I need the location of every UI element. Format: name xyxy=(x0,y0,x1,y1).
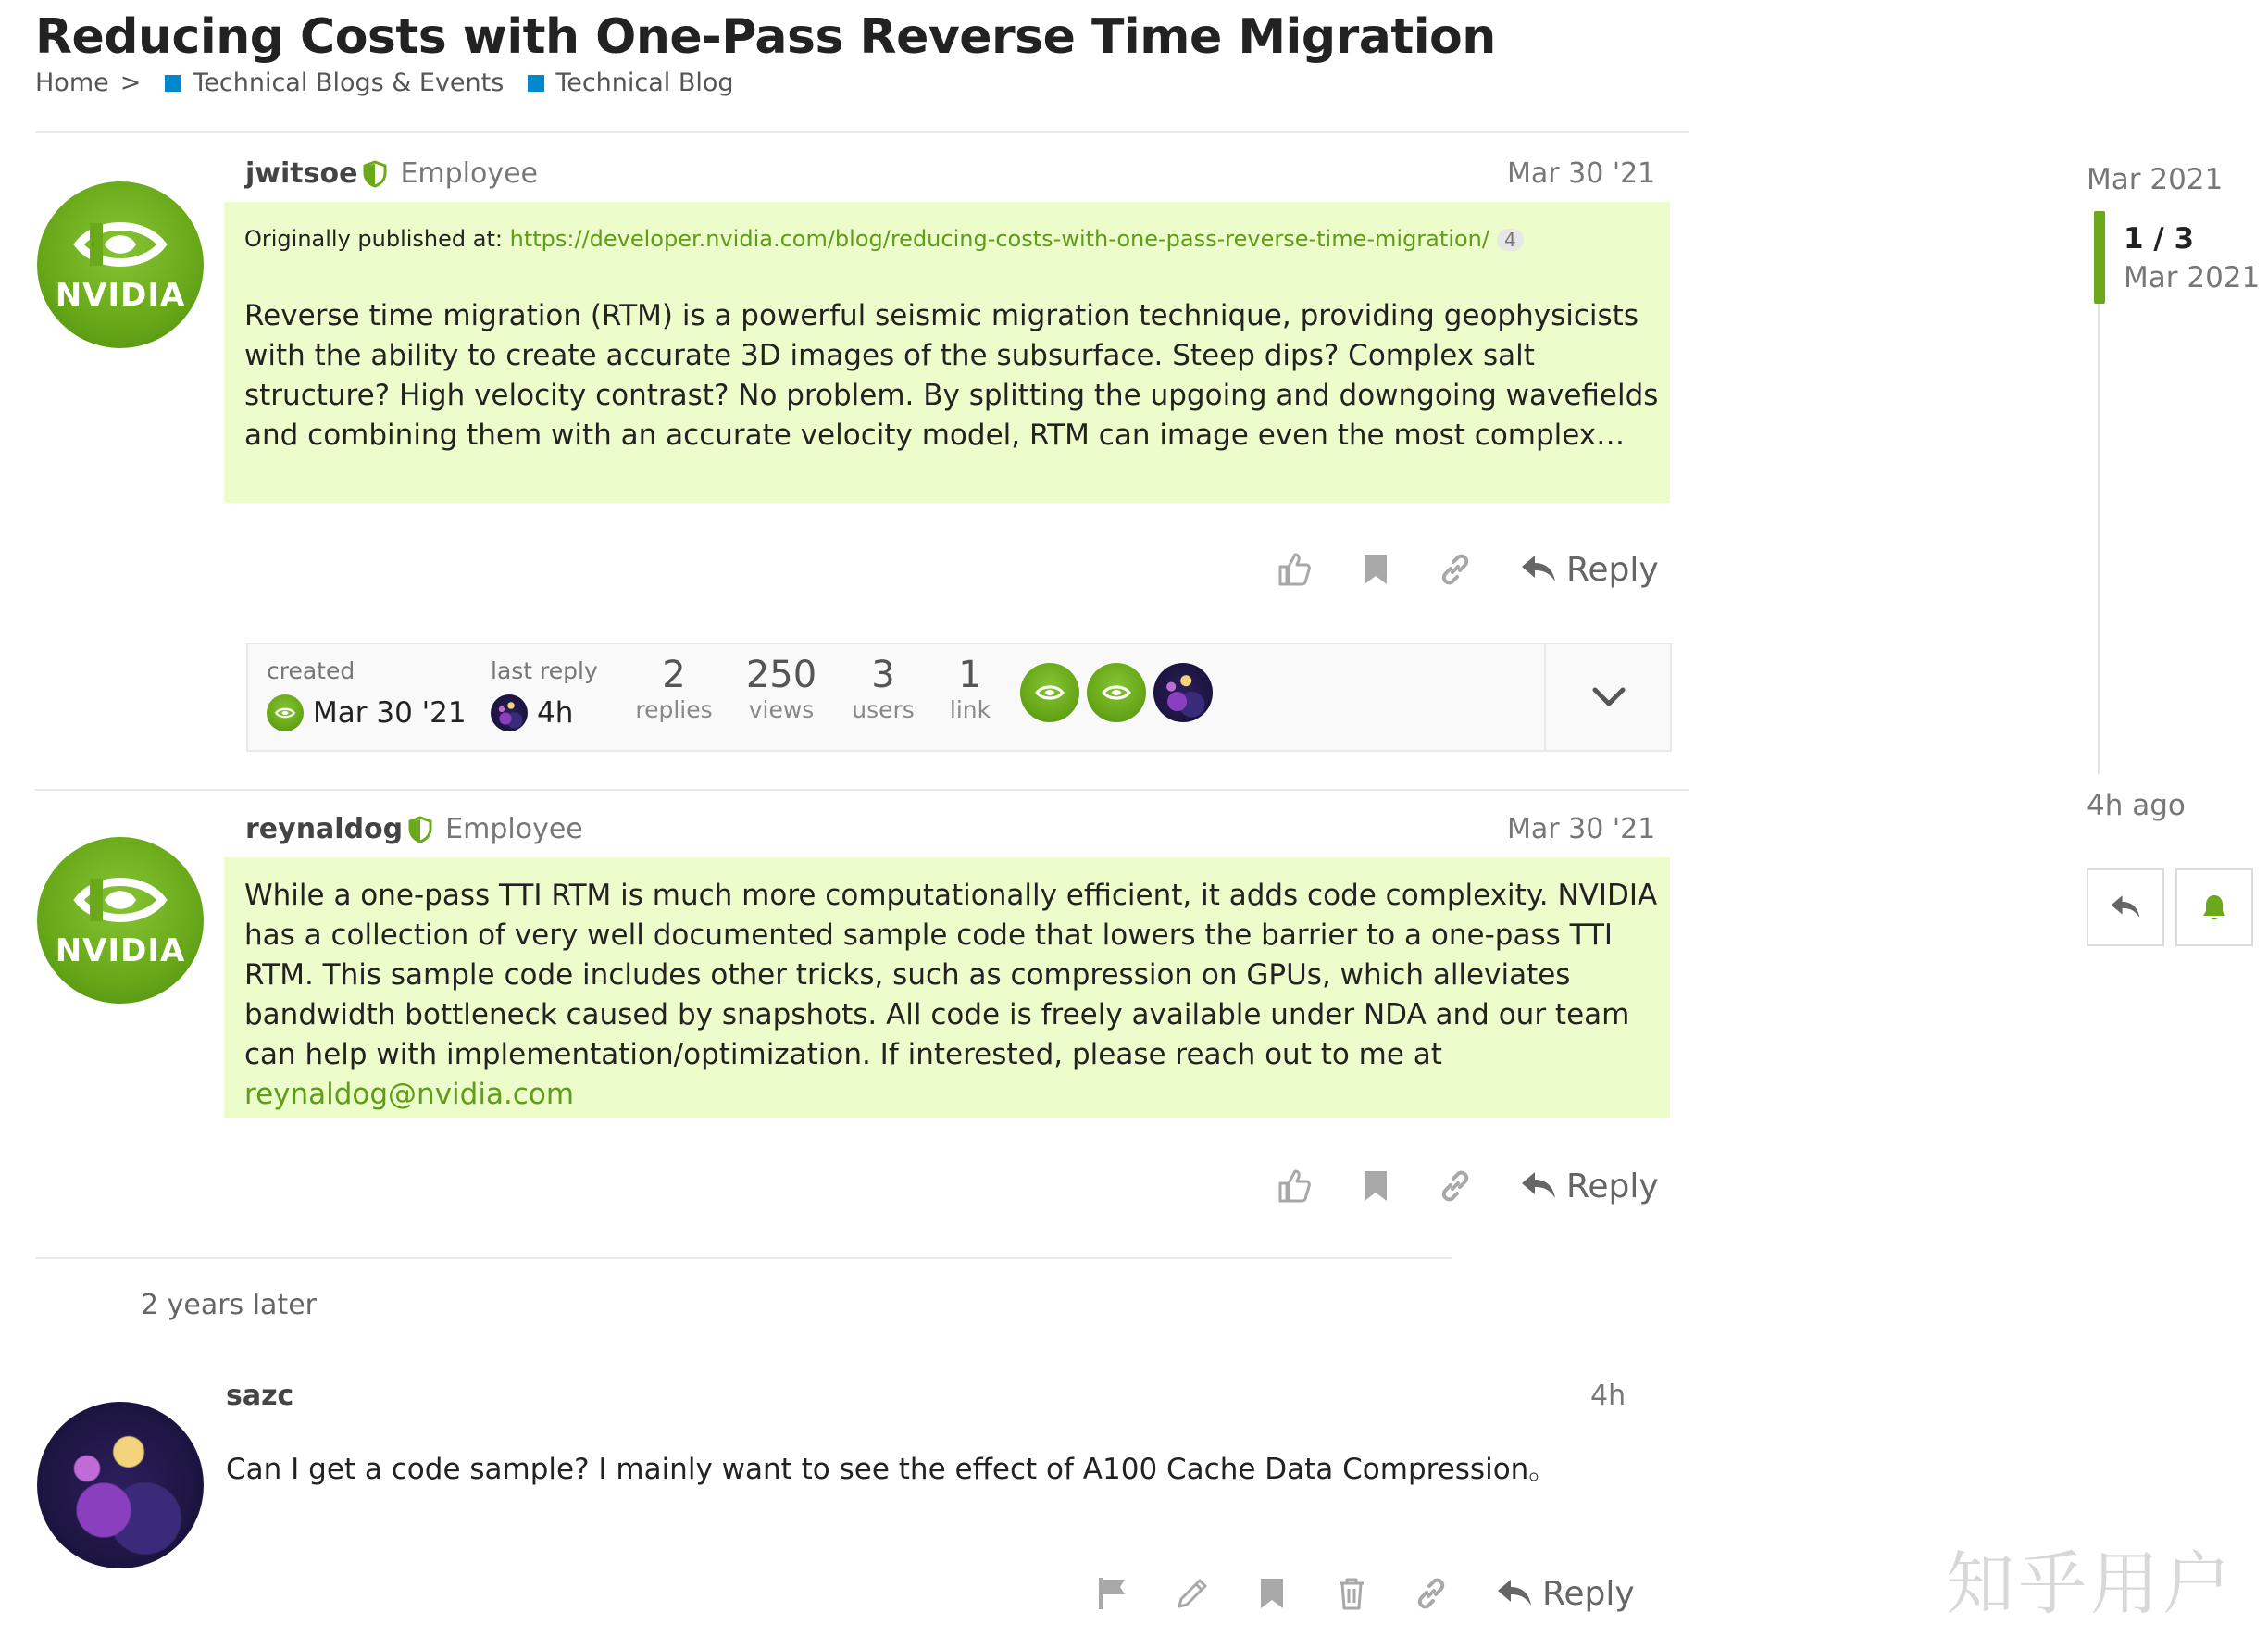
reply-button[interactable] xyxy=(1496,1575,1635,1613)
trash-icon xyxy=(1337,1577,1366,1610)
published-label: Originally published at: xyxy=(244,226,503,252)
timeline-scroller-handle[interactable] xyxy=(2094,211,2105,304)
post-body xyxy=(224,202,1670,503)
nvidia-eye-icon xyxy=(69,216,171,273)
post-username[interactable]: sazc xyxy=(226,1380,294,1412)
notification-level-button[interactable] xyxy=(2175,868,2253,946)
breadcrumb-home[interactable]: Home xyxy=(35,69,109,97)
pencil-icon xyxy=(1176,1577,1209,1610)
nvidia-eye-icon xyxy=(274,706,296,719)
category-label: Technical Blogs & Events xyxy=(193,69,505,97)
copy-link-button[interactable] xyxy=(1435,1163,1476,1209)
created-date: Mar 30 '21 xyxy=(313,696,467,730)
reply-icon xyxy=(1520,554,1557,585)
bell-icon xyxy=(2200,893,2228,922)
post-username[interactable]: reynaldog xyxy=(245,813,404,845)
timeline-position: 1 / 3 xyxy=(2124,222,2195,256)
reply-label: Reply xyxy=(1542,1574,1635,1613)
participant-avatar[interactable] xyxy=(1087,663,1146,722)
participant-avatar[interactable] xyxy=(1020,663,1079,722)
stat-label: views xyxy=(748,696,815,723)
divider xyxy=(35,789,1689,791)
watermark: 知乎用户 xyxy=(1946,1544,2235,1624)
shield-icon xyxy=(363,160,387,188)
last-reply-info[interactable] xyxy=(491,694,573,731)
stat-number: 2 xyxy=(662,654,686,696)
stat-links[interactable] xyxy=(915,654,1026,723)
nvidia-eye-icon xyxy=(1034,683,1065,702)
stat-number: 250 xyxy=(745,654,817,696)
link-icon xyxy=(1439,1169,1472,1203)
shield-icon xyxy=(408,816,432,843)
bookmark-button[interactable] xyxy=(1355,1163,1396,1209)
bookmark-button[interactable] xyxy=(1355,546,1396,593)
created-info[interactable] xyxy=(267,694,467,731)
post-date[interactable]: Mar 30 '21 xyxy=(1507,157,1656,190)
reply-icon xyxy=(1496,1578,1533,1609)
last-reply-label: last reply xyxy=(491,657,598,684)
stat-label: replies xyxy=(635,696,713,723)
stat-views xyxy=(726,654,837,723)
stat-label: users xyxy=(852,696,915,723)
reply-to-topic-button[interactable] xyxy=(2087,868,2164,946)
like-button[interactable] xyxy=(1274,546,1315,593)
breadcrumb xyxy=(35,69,758,97)
category-color-icon xyxy=(165,75,181,92)
category-label: Technical Blog xyxy=(555,69,734,97)
nvidia-eye-icon xyxy=(69,871,171,929)
post-text xyxy=(244,876,1670,1115)
avatar xyxy=(491,694,528,731)
bookmark-button[interactable] xyxy=(1252,1570,1292,1617)
breadcrumb-category-technical-blog[interactable] xyxy=(528,69,733,97)
breadcrumb-separator: > xyxy=(119,69,142,97)
timeline-start-date[interactable]: Mar 2021 xyxy=(2087,163,2224,196)
avatar[interactable] xyxy=(37,837,204,1004)
delete-button[interactable] xyxy=(1331,1570,1372,1617)
post-text: Reverse time migration (RTM) is a powerful seismic migration technique, providing geophysicists with the ability to create accurate 3D images of the subsurface. Steep dips? Complex salt structure? High velocity contrast? No problem. By splitting the upgoing and downgoing wavefields and combining them with an accurate velocity model, RTM can image even the most complex… xyxy=(244,299,1659,452)
participant-avatar[interactable] xyxy=(1153,663,1213,722)
email-link[interactable]: reynaldog@nvidia.com xyxy=(244,1078,575,1111)
stat-replies[interactable] xyxy=(618,654,729,723)
avatar-brand-text: NVIDIA xyxy=(55,932,186,969)
post-text-content: While a one-pass TTI RTM is much more computationally efficient, it adds code complexity. NVIDIA has a collection of very well documented sample code that lowers the barrier to a one-pass TTI RTM. This sample code includes other tricks, such as compression on GPUs, which alleviates bandwidth bottleneck caused by snapshots. All code is freely available under NDA and our team can help with implementation/optimization. If interested, please reach out to me at xyxy=(244,879,1658,1071)
link-icon xyxy=(1414,1577,1448,1610)
category-color-icon xyxy=(528,75,544,92)
expand-topic-map-button[interactable] xyxy=(1544,644,1672,750)
avatar xyxy=(267,694,304,731)
reply-icon xyxy=(1520,1170,1557,1202)
chevron-down-icon xyxy=(1591,686,1626,708)
timeline-end-date[interactable]: 4h ago xyxy=(2087,789,2186,822)
post-date[interactable]: 4h xyxy=(1590,1380,1626,1412)
avatar-brand-text: NVIDIA xyxy=(55,277,186,314)
user-role: Employee xyxy=(400,157,539,190)
post-date[interactable]: Mar 30 '21 xyxy=(1507,813,1656,845)
breadcrumb-category-blogs-events[interactable] xyxy=(165,69,504,97)
bookmark-icon xyxy=(1259,1577,1285,1610)
participant-avatars xyxy=(1020,663,1213,722)
divider xyxy=(35,131,1689,133)
copy-link-button[interactable] xyxy=(1411,1570,1452,1617)
reply-label: Reply xyxy=(1566,1167,1659,1206)
avatar[interactable] xyxy=(37,1402,204,1568)
like-button[interactable] xyxy=(1274,1163,1315,1209)
flag-button[interactable] xyxy=(1092,1570,1133,1617)
flag-icon xyxy=(1097,1576,1128,1611)
user-role: Employee xyxy=(445,813,583,845)
bookmark-icon xyxy=(1363,1169,1389,1203)
bookmark-icon xyxy=(1363,553,1389,586)
reply-button[interactable] xyxy=(1520,551,1659,589)
nvidia-eye-icon xyxy=(1101,683,1132,702)
post-body xyxy=(224,857,1670,1118)
thumbs-up-icon xyxy=(1277,1168,1311,1204)
link-icon xyxy=(1439,553,1472,586)
thumbs-up-icon xyxy=(1277,552,1311,587)
reply-label: Reply xyxy=(1566,550,1659,589)
topic-map xyxy=(246,643,1672,752)
stat-number: 3 xyxy=(871,654,895,696)
timeline-position-date: Mar 2021 xyxy=(2124,261,2261,294)
avatar[interactable] xyxy=(37,181,204,348)
reply-icon xyxy=(2110,893,2141,921)
reply-button[interactable] xyxy=(1520,1168,1659,1206)
created-label: created xyxy=(267,657,355,684)
stat-number: 1 xyxy=(958,654,982,696)
post-username[interactable]: jwitsoe xyxy=(245,157,358,190)
stat-label: link xyxy=(949,696,991,723)
topic-title[interactable]: Reducing Costs with One-Pass Reverse Time Migration xyxy=(35,9,1496,65)
edit-button[interactable] xyxy=(1172,1570,1213,1617)
post-text: Can I get a code sample? I mainly want to see the effect of A100 Cache Data Compression。 xyxy=(226,1453,1558,1486)
copy-link-button[interactable] xyxy=(1435,546,1476,593)
last-reply-time: 4h xyxy=(537,696,574,730)
time-gap-label: 2 years later xyxy=(141,1289,317,1321)
divider xyxy=(35,1257,1452,1259)
onebox-link[interactable]: https://developer.nvidia.com/blog/reducing-costs-with-one-pass-reverse-time-migration/ xyxy=(509,226,1489,252)
link-click-count: 4 xyxy=(1497,229,1524,251)
